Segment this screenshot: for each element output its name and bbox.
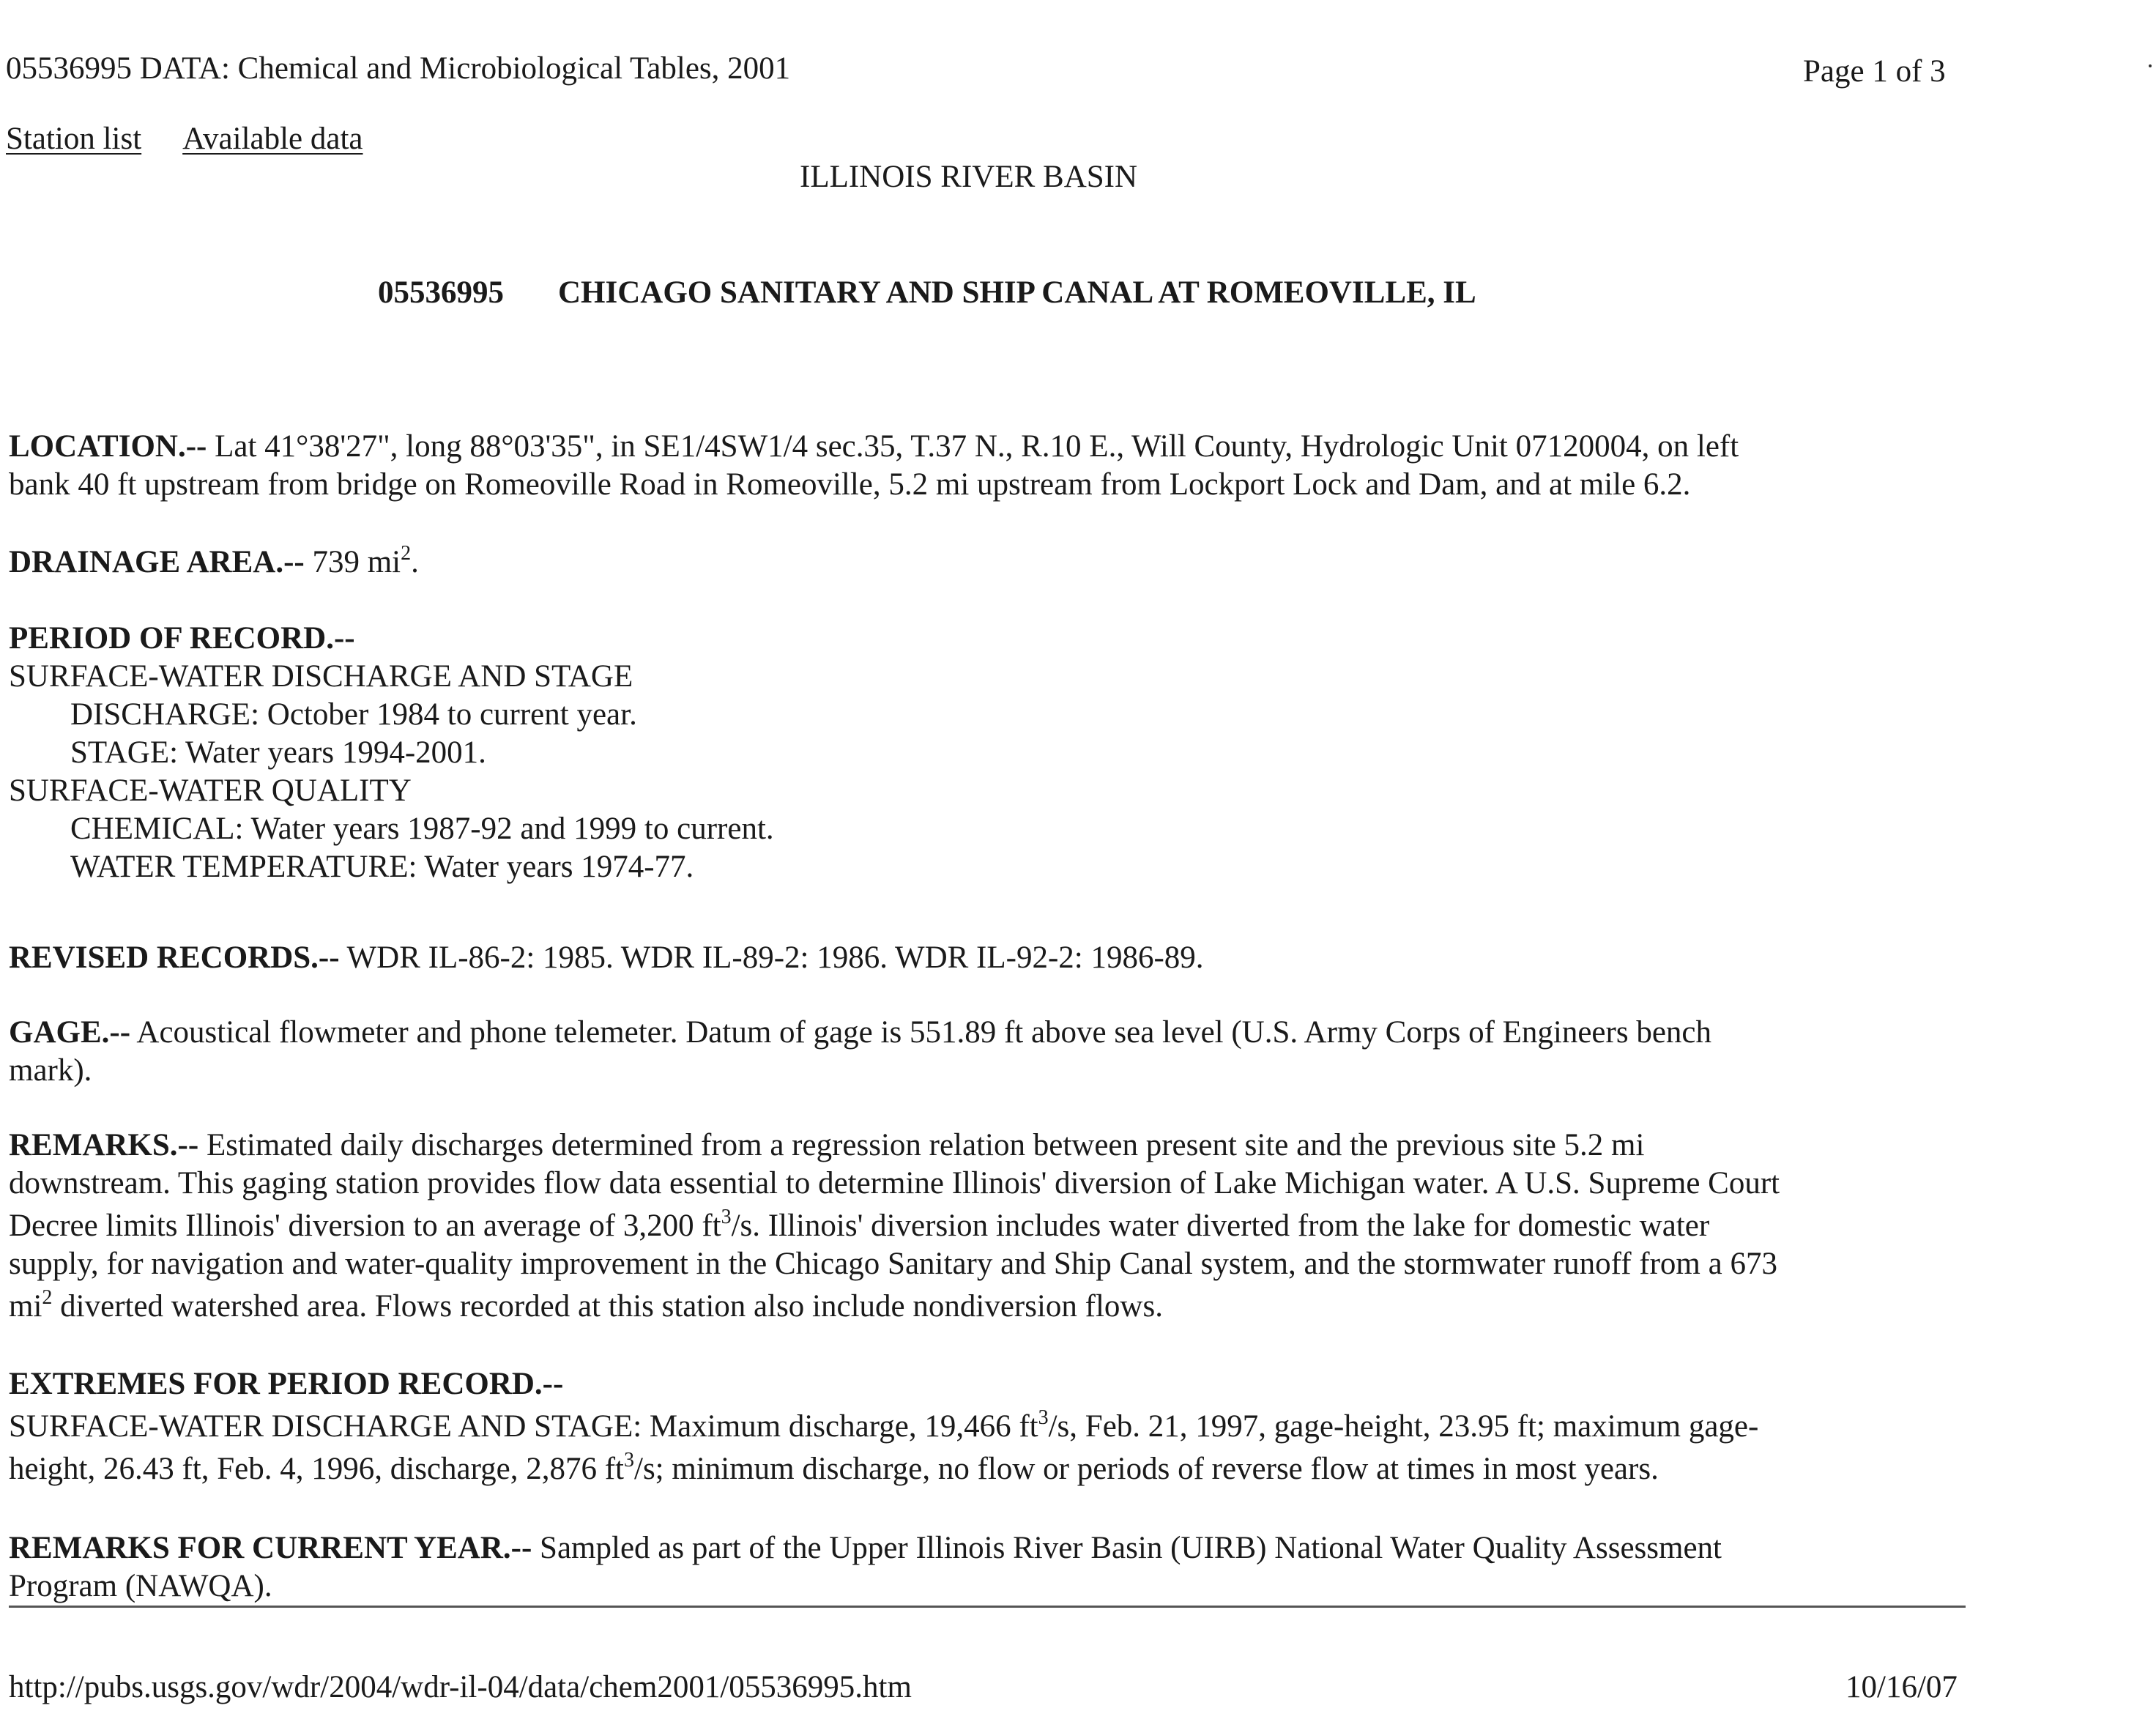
location-text-2: bank 40 ft upstream from bridge on Romeoville Road in Romeoville, 5.2 mi upstream from Lockport Lock and Dam, and at mile 6.2. [9,467,1691,502]
period-water-temp: WATER TEMPERATURE: Water years 1974-77. [70,850,694,884]
extremes-text-2b: /s; minimum discharge, no flow or periods of reverse flow at times in most years. [634,1452,1659,1486]
period-sw-discharge: SURFACE-WATER DISCHARGE AND STAGE [9,659,633,694]
location-text-1: Lat 41°38'27", long 88°03'35", in SE1/4SW1/4 sec.35, T.37 N., R.10 E., Will County, Hydrologic Unit 07120004, on left [207,429,1739,464]
basin-heading: ILLINOIS RIVER BASIN [800,160,1138,194]
remarks-current-text-1: Sampled as part of the Upper Illinois River Basin (UIRB) National Water Quality Assessment [532,1531,1722,1565]
gage-text-1: Acoustical flowmeter and phone telemeter. Datum of gage is 551.89 ft above sea level (U.S. Army Corps of Engineers bench [130,1015,1711,1050]
location-label: LOCATION.-- [9,429,207,464]
period-sw-quality: SURFACE-WATER QUALITY [9,773,412,808]
gage-text-2: mark). [9,1053,92,1088]
scan-mark [2149,64,2152,67]
available-data-link[interactable]: Available data [182,122,363,156]
station-id: 05536995 [378,275,504,310]
period-stage: STAGE: Water years 1994-2001. [70,735,486,770]
extremes-sup-1: 3 [1038,1406,1049,1429]
footer-url: http://pubs.usgs.gov/wdr/2004/wdr-il-04/data/chem2001/05536995.htm [9,1670,912,1704]
station-list-link[interactable]: Station list [6,122,142,156]
remarks-text-1: Estimated daily discharges determined from a regression relation between present site and the previous site 5.2 mi [198,1128,1645,1162]
remarks-label: REMARKS.-- [9,1128,199,1162]
drainage-value: 739 mi [304,545,401,579]
extremes-text-1a: SURFACE-WATER DISCHARGE AND STAGE: Maximum discharge, 19,466 ft [9,1409,1038,1444]
extremes-text-2a: height, 26.43 ft, Feb. 4, 1996, discharge, 2,876 ft [9,1452,624,1486]
remarks-sup-5: 2 [42,1285,53,1309]
revised-label: REVISED RECORDS.-- [9,940,340,975]
remarks-text-5a: mi [9,1289,42,1324]
remarks-text-5b: diverted watershed area. Flows recorded at this station also include nondiversion flows. [52,1289,1163,1324]
station-heading [378,274,1476,312]
period-section [9,620,1986,886]
drainage-label: DRAINAGE AREA.-- [9,545,305,579]
remarks-text-4: supply, for navigation and water-quality improvement in the Chicago Sanitary and Ship Canal system, and the stormwater runoff from a 673 [9,1247,1777,1281]
footer-divider [9,1606,1966,1608]
period-discharge: DISCHARGE: October 1984 to current year. [70,697,637,732]
remarks-section [9,1127,1986,1326]
location-section [9,428,1986,504]
remarks-text-3a: Decree limits Illinois' diversion to an average of 3,200 ft [9,1209,721,1243]
remarks-text-2: downstream. This gaging station provides flow data essential to determine Illinois' diversion of Lake Michigan water. A U.S. Supreme Court [9,1166,1780,1200]
drainage-sup: 2 [401,541,412,565]
drainage-section [9,543,1986,582]
nav-links [6,120,363,158]
extremes-label: EXTREMES FOR PERIOD RECORD.-- [9,1367,564,1401]
extremes-section [9,1365,1986,1488]
drainage-end: . [411,545,419,579]
revised-text: WDR IL-86-2: 1985. WDR IL-89-2: 1986. WDR IL-92-2: 1986-89. [339,940,1204,975]
period-chemical: CHEMICAL: Water years 1987-92 and 1999 to current. [70,812,774,846]
station-name: CHICAGO SANITARY AND SHIP CANAL AT ROMEOVILLE, IL [558,275,1476,310]
page-number: Page 1 of 3 [1803,54,1946,89]
remarks-current-section [9,1529,1986,1606]
remarks-text-3b: /s. Illinois' diversion includes water diverted from the lake for domestic water [731,1209,1710,1243]
remarks-current-text-2: Program (NAWQA). [9,1569,272,1603]
extremes-sup-2: 3 [624,1448,634,1471]
footer-date: 10/16/07 [1845,1670,1958,1704]
page-header-title: 05536995 DATA: Chemical and Microbiological Tables, 2001 [6,51,791,86]
gage-label: GAGE.-- [9,1015,131,1050]
remarks-current-label: REMARKS FOR CURRENT YEAR.-- [9,1531,532,1565]
period-label: PERIOD OF RECORD.-- [9,621,355,656]
remarks-sup-3: 3 [721,1205,732,1228]
extremes-text-1b: /s, Feb. 21, 1997, gage-height, 23.95 ft; maximum gage- [1048,1409,1759,1444]
gage-section [9,1014,1986,1090]
revised-section [9,939,1986,977]
